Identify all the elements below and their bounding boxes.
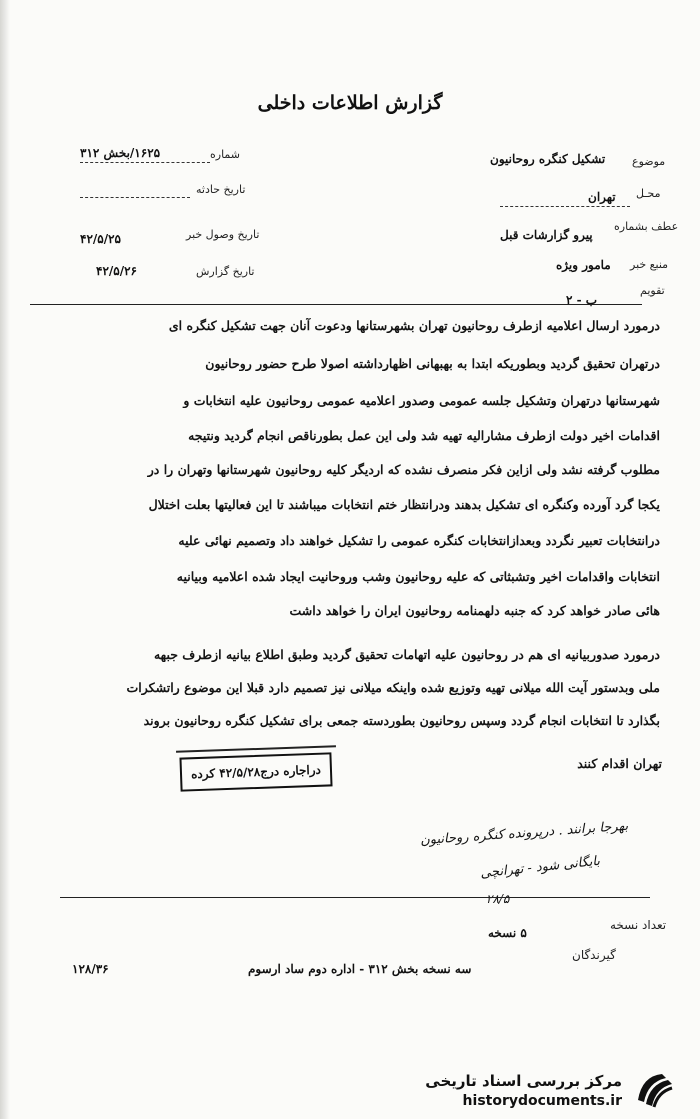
number-label: شماره	[210, 148, 241, 161]
receipt-date-value: ۴۲/۵/۲۵	[80, 232, 121, 246]
copies-label: تعداد نسخه	[610, 918, 667, 932]
source-label: منبع خبر	[630, 258, 669, 271]
report-date-value: ۴۲/۵/۲۶	[96, 264, 137, 278]
body-line: اقدامات اخیر دولت ازطرف مشاراليه تهیه شد ولی این عمل بطورناقص انجام گردید ونتیجه	[188, 428, 660, 443]
handwritten-signature: بایگانی شود - تهرانچی	[479, 853, 601, 882]
archive-name: مرکز بررسی اسناد تاریخی	[425, 1072, 622, 1090]
body-line: درتهران تحقیق گردید وبطوریکه ابتدا به بهبهانی اظهارداشته اصولا طرح حضور روحانیون	[205, 356, 660, 371]
place-value: تهران	[588, 190, 616, 204]
subject-value: تشکیل کنگره روحانیون	[490, 152, 606, 166]
scan-edge	[0, 0, 10, 1119]
report-date-label: تاریخ گزارش	[196, 265, 255, 278]
event-date-underline	[80, 197, 190, 198]
receipt-date-label: تاریخ وصول خبر	[186, 228, 260, 241]
subject-label: موضوع	[632, 155, 666, 168]
registration-stamp: دراجاره درج۴۲/۵/۲۸ کرده	[179, 752, 332, 791]
event-date-label: تاریخ حادثه	[196, 183, 246, 196]
body-line: هائی صادر خواهد کرد که جنبه دلهمنامه روحانیون ایران را خواهد داشت	[289, 603, 660, 618]
archive-website: historydocuments.ir	[462, 1093, 622, 1109]
reference-code: ۱۲۸/۳۶	[72, 962, 109, 976]
archive-watermark	[414, 1070, 684, 1114]
footer-divider	[60, 897, 650, 898]
ref-label: عطف بشماره	[614, 220, 679, 233]
body-line: درمورد صدوربیانیه ای هم در روحانیون علیه اتهامات تحقیق گردید وطبق اطلاع بیانیه ازطرف جبهه	[153, 647, 660, 662]
body-line: ملی وبدستور آیت الله میلانی تهیه وتوزیع شده واینکه میلانی نیز تصمیم دارد قبلا این موضوع راتشکرات	[126, 680, 660, 695]
body-line: بگذارد تا انتخابات انجام گردد وسپس روحانیون بطوردسته جمعی برای تشکیل کنگره روحانیون بروند	[143, 713, 660, 728]
place-underline	[500, 206, 630, 207]
number-underline	[80, 162, 210, 163]
stamp-top-rule	[176, 745, 336, 753]
copies-value: ۵ نسخه	[488, 926, 527, 940]
header-divider	[30, 304, 642, 305]
body-line: مطلوب گرفته نشد ولی ازاین فکر منصرف نشده که اردیگر کلیه روحانیون شهرستانها وتهران را در	[147, 462, 660, 477]
number-value: ۱۶۲۵/بخش ۳۱۲	[80, 146, 161, 160]
evaluation-value: ب - ۲	[566, 293, 598, 307]
recipients-value: سه نسخه بخش ۳۱۲ - اداره دوم ساد ارسوم	[248, 962, 472, 976]
body-line: درانتخابات تعبیر نگردد وبعدازانتخابات کنگره عمومی را تشکیل خواهند داد وتصمیم نهائی علیه	[178, 533, 660, 548]
report-title: گزارش اطلاعات داخلی	[257, 92, 443, 114]
recipients-label: گیرندگان	[572, 948, 616, 962]
body-line: تهران اقدام کنند	[577, 756, 662, 771]
ref-value: پیرو گزارشات قبل	[500, 228, 593, 242]
book-logo-icon	[632, 1070, 676, 1110]
source-value: مامور ویژه	[556, 258, 611, 272]
body-line: انتخابات واقدامات اخیر وتشبثاتی که علیه روحانیون وشب وروحانیت ایجاد شده اعلامیه وبیانیه	[176, 569, 660, 584]
handwritten-note: بهرجا برانند . درپرونده کنگره روحانیون	[419, 818, 629, 849]
evaluation-label: تقویم	[640, 284, 665, 297]
body-line: درمورد ارسال اعلامیه ازطرف روحانیون تهران بشهرستانها ودعوت آنان جهت تشکیل کنگره ای	[168, 318, 660, 333]
body-line: شهرستانها درتهران وتشکیل جلسه عمومی وصدور اعلامیه عمومی روحانیون علیه انتخابات و	[183, 393, 660, 408]
place-label: محـل	[636, 187, 661, 200]
body-line: یکجا گرد آورده وکنگره ای تشکیل بدهند ودرانتظار ختم انتخابات میباشند تا این فعالیتها بعلت اختلال	[148, 497, 660, 512]
handwritten-date: ۲۸/۵	[486, 892, 510, 906]
